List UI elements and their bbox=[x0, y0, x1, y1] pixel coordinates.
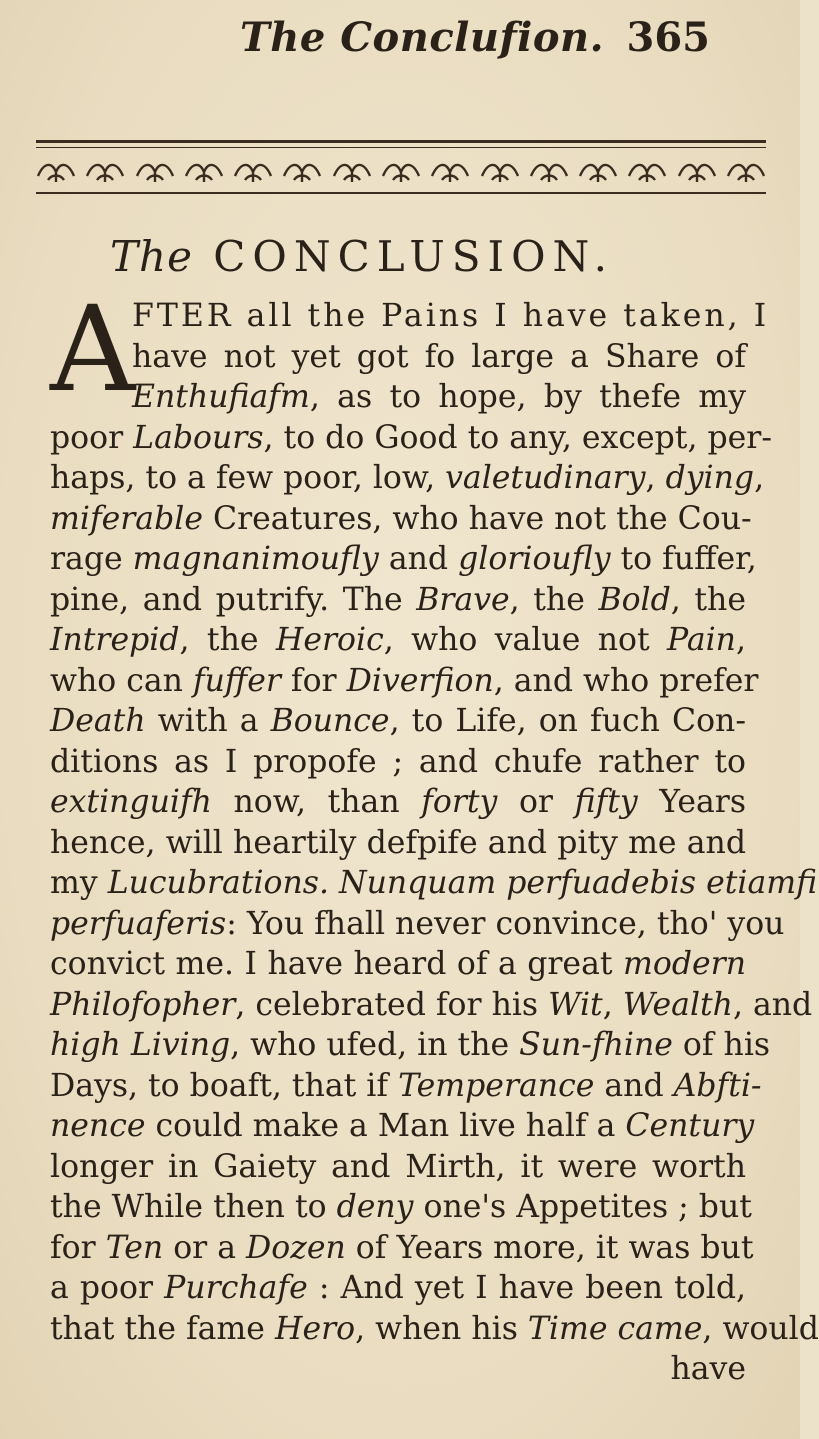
text-run: FTER all the Pains I have taken, I bbox=[132, 298, 770, 334]
text-run: fifty bbox=[574, 784, 638, 820]
rule-line bbox=[36, 147, 766, 148]
text-run: Death bbox=[50, 703, 146, 739]
text-run: , who ufed, in the bbox=[230, 1027, 520, 1063]
text-run: , bbox=[645, 460, 666, 496]
text-run: , who value not bbox=[383, 622, 668, 658]
text-line bbox=[50, 580, 746, 621]
fleuron-icon bbox=[36, 158, 76, 184]
text-line bbox=[50, 377, 746, 418]
fleuron-icon bbox=[578, 158, 618, 184]
text-run: have not yet got fo large a Share of bbox=[132, 338, 746, 375]
text-run: Intrepid bbox=[50, 622, 180, 658]
text-run: convict me. I have heard of a great bbox=[50, 946, 623, 982]
text-line bbox=[50, 418, 772, 459]
text-run: that the fame bbox=[50, 1310, 275, 1347]
text-line bbox=[50, 1187, 752, 1228]
running-title: The Conclufion. bbox=[240, 14, 605, 61]
text-run: , as to hope, by thefe my bbox=[309, 379, 746, 415]
text-run: Temperance bbox=[398, 1067, 595, 1104]
fleuron-icon bbox=[282, 158, 322, 184]
text-run: , the bbox=[509, 581, 599, 618]
text-line bbox=[50, 1066, 762, 1107]
text-line bbox=[50, 337, 746, 378]
text-run: Pain bbox=[667, 622, 736, 658]
text-run: Purchafe bbox=[164, 1270, 308, 1306]
text-line bbox=[50, 1228, 754, 1269]
text-run: Bold bbox=[598, 581, 671, 618]
text-run: ditions as I propofe ; and chufe rather to bbox=[50, 743, 746, 780]
text-run: Ten bbox=[105, 1229, 164, 1266]
text-line bbox=[50, 782, 746, 823]
section-heading bbox=[110, 232, 614, 281]
rule-line bbox=[36, 140, 766, 143]
text-run: hence, will heartily defpife and pity me and bbox=[50, 824, 746, 861]
text-run: glorioufly bbox=[458, 541, 611, 577]
text-line bbox=[50, 458, 765, 499]
text-run: deny bbox=[336, 1189, 414, 1225]
text-run: Years bbox=[637, 784, 746, 820]
text-line bbox=[50, 701, 746, 742]
text-run: Heroic bbox=[275, 622, 384, 658]
text-run: , and bbox=[732, 986, 813, 1023]
text-run: Century bbox=[625, 1108, 755, 1144]
text-run: rage bbox=[50, 541, 133, 577]
ornamental-headpiece bbox=[36, 140, 766, 200]
text-run: Wealth bbox=[622, 986, 733, 1023]
fleuron-icon bbox=[677, 158, 717, 184]
text-run: : You fhall never convince, tho' you bbox=[226, 905, 785, 942]
text-run: a poor bbox=[50, 1270, 165, 1306]
text-run: forty bbox=[421, 784, 498, 820]
text-line bbox=[50, 985, 813, 1026]
text-run: , bbox=[602, 986, 623, 1023]
text-run: one's Appetites ; but bbox=[413, 1189, 752, 1225]
text-line bbox=[50, 1268, 746, 1309]
text-run: Dozen bbox=[246, 1229, 346, 1266]
text-run: , when his bbox=[355, 1310, 528, 1347]
fleuron-icon bbox=[627, 158, 667, 184]
drop-capital: A bbox=[50, 280, 136, 418]
text-line bbox=[50, 863, 818, 904]
text-run: Time came bbox=[527, 1310, 703, 1347]
rule-line bbox=[36, 192, 766, 194]
fleuron-icon bbox=[233, 158, 273, 184]
text-run: , bbox=[754, 460, 765, 496]
text-line bbox=[50, 620, 746, 661]
fleuron-icon bbox=[480, 158, 520, 184]
text-run: haps, to a few poor, low, bbox=[50, 460, 446, 496]
text-run: , would bbox=[702, 1310, 819, 1347]
text-run: of Years more, it was but bbox=[345, 1229, 754, 1266]
text-line bbox=[50, 1349, 746, 1390]
fleuron-icon bbox=[381, 158, 421, 184]
text-run: , to do Good to any, except, per- bbox=[263, 419, 772, 456]
fleuron-icon bbox=[135, 158, 175, 184]
text-run: Bounce bbox=[270, 703, 390, 739]
text-run: Lucubrations. Nunquam perfuadebis etiamfi bbox=[107, 865, 818, 901]
text-run: , the bbox=[179, 622, 276, 658]
text-run: now, than bbox=[211, 784, 422, 820]
text-run: Philofopher bbox=[50, 986, 236, 1023]
text-run: Labours bbox=[133, 419, 264, 456]
fleuron-icon bbox=[184, 158, 224, 184]
text-line bbox=[50, 539, 757, 580]
text-run: , and who prefer bbox=[493, 662, 759, 699]
text-line bbox=[50, 661, 759, 702]
text-run: longer in Gaiety and Mirth, it were worth bbox=[50, 1148, 746, 1185]
text-run: the While then to bbox=[50, 1189, 337, 1225]
page-number: 365 bbox=[626, 14, 710, 61]
text-run: valetudinary bbox=[445, 460, 646, 496]
text-line bbox=[50, 944, 746, 985]
text-run: magnanimoufly bbox=[132, 541, 379, 577]
fleuron-row-icon bbox=[36, 156, 766, 186]
text-line bbox=[50, 823, 746, 864]
text-run: , bbox=[735, 622, 746, 658]
text-run: or a bbox=[163, 1229, 247, 1266]
text-run: Sun-fhine bbox=[519, 1027, 673, 1063]
fleuron-icon bbox=[332, 158, 372, 184]
fleuron-icon bbox=[430, 158, 470, 184]
text-line bbox=[50, 742, 746, 783]
text-run: Days, to boaft, that if bbox=[50, 1067, 399, 1104]
page-header bbox=[40, 14, 760, 84]
text-run: Enthufiafm bbox=[132, 379, 310, 415]
text-run: for bbox=[280, 662, 347, 699]
text-line bbox=[50, 499, 752, 540]
text-run: have bbox=[670, 1351, 746, 1387]
fleuron-icon bbox=[85, 158, 125, 184]
text-run: and bbox=[594, 1067, 674, 1104]
text-run: : And yet I have been told, bbox=[307, 1270, 746, 1306]
text-run: perfuaferis bbox=[50, 905, 227, 942]
section-heading-prefix: The bbox=[110, 232, 193, 281]
text-run: dying bbox=[665, 460, 755, 496]
text-run: nence bbox=[50, 1108, 146, 1144]
text-run: poor bbox=[50, 419, 134, 456]
text-run: Diverfion bbox=[346, 662, 494, 699]
text-line bbox=[50, 1106, 755, 1147]
text-run: , celebrated for his bbox=[235, 986, 549, 1023]
text-run: or bbox=[497, 784, 575, 820]
text-run: for bbox=[50, 1229, 106, 1266]
text-run: Wit bbox=[548, 986, 603, 1023]
text-run: my bbox=[50, 865, 108, 901]
text-run: to fuffer, bbox=[610, 541, 757, 577]
text-run: and bbox=[378, 541, 459, 577]
text-run: who can bbox=[50, 662, 193, 699]
text-run: Brave bbox=[416, 581, 510, 618]
text-run: Creatures, who have not the Cou- bbox=[202, 500, 752, 537]
text-line bbox=[50, 296, 770, 337]
text-run: Hero bbox=[274, 1310, 356, 1347]
text-run: , to Life, on fuch Con- bbox=[389, 703, 746, 739]
text-run: modern bbox=[623, 946, 746, 982]
text-run: extinguifh bbox=[50, 784, 212, 820]
text-run: with a bbox=[145, 703, 271, 739]
fleuron-icon bbox=[529, 158, 569, 184]
text-run: could make a Man live half a bbox=[145, 1108, 626, 1144]
fleuron-icon bbox=[726, 158, 766, 184]
text-line bbox=[50, 1309, 819, 1350]
text-run: miferable bbox=[50, 500, 203, 537]
text-line bbox=[50, 904, 785, 945]
text-run: high Living bbox=[50, 1027, 231, 1063]
section-heading-title: CONCLUSION. bbox=[213, 232, 614, 281]
text-run: fuffer bbox=[192, 662, 281, 699]
text-line bbox=[50, 1025, 771, 1066]
body-text bbox=[50, 296, 819, 1390]
text-run: pine, and putrify. The bbox=[50, 581, 417, 618]
text-line bbox=[50, 1147, 746, 1188]
text-run: , the bbox=[670, 581, 746, 618]
text-run: Abfti- bbox=[673, 1067, 762, 1104]
text-run: of his bbox=[672, 1027, 771, 1063]
